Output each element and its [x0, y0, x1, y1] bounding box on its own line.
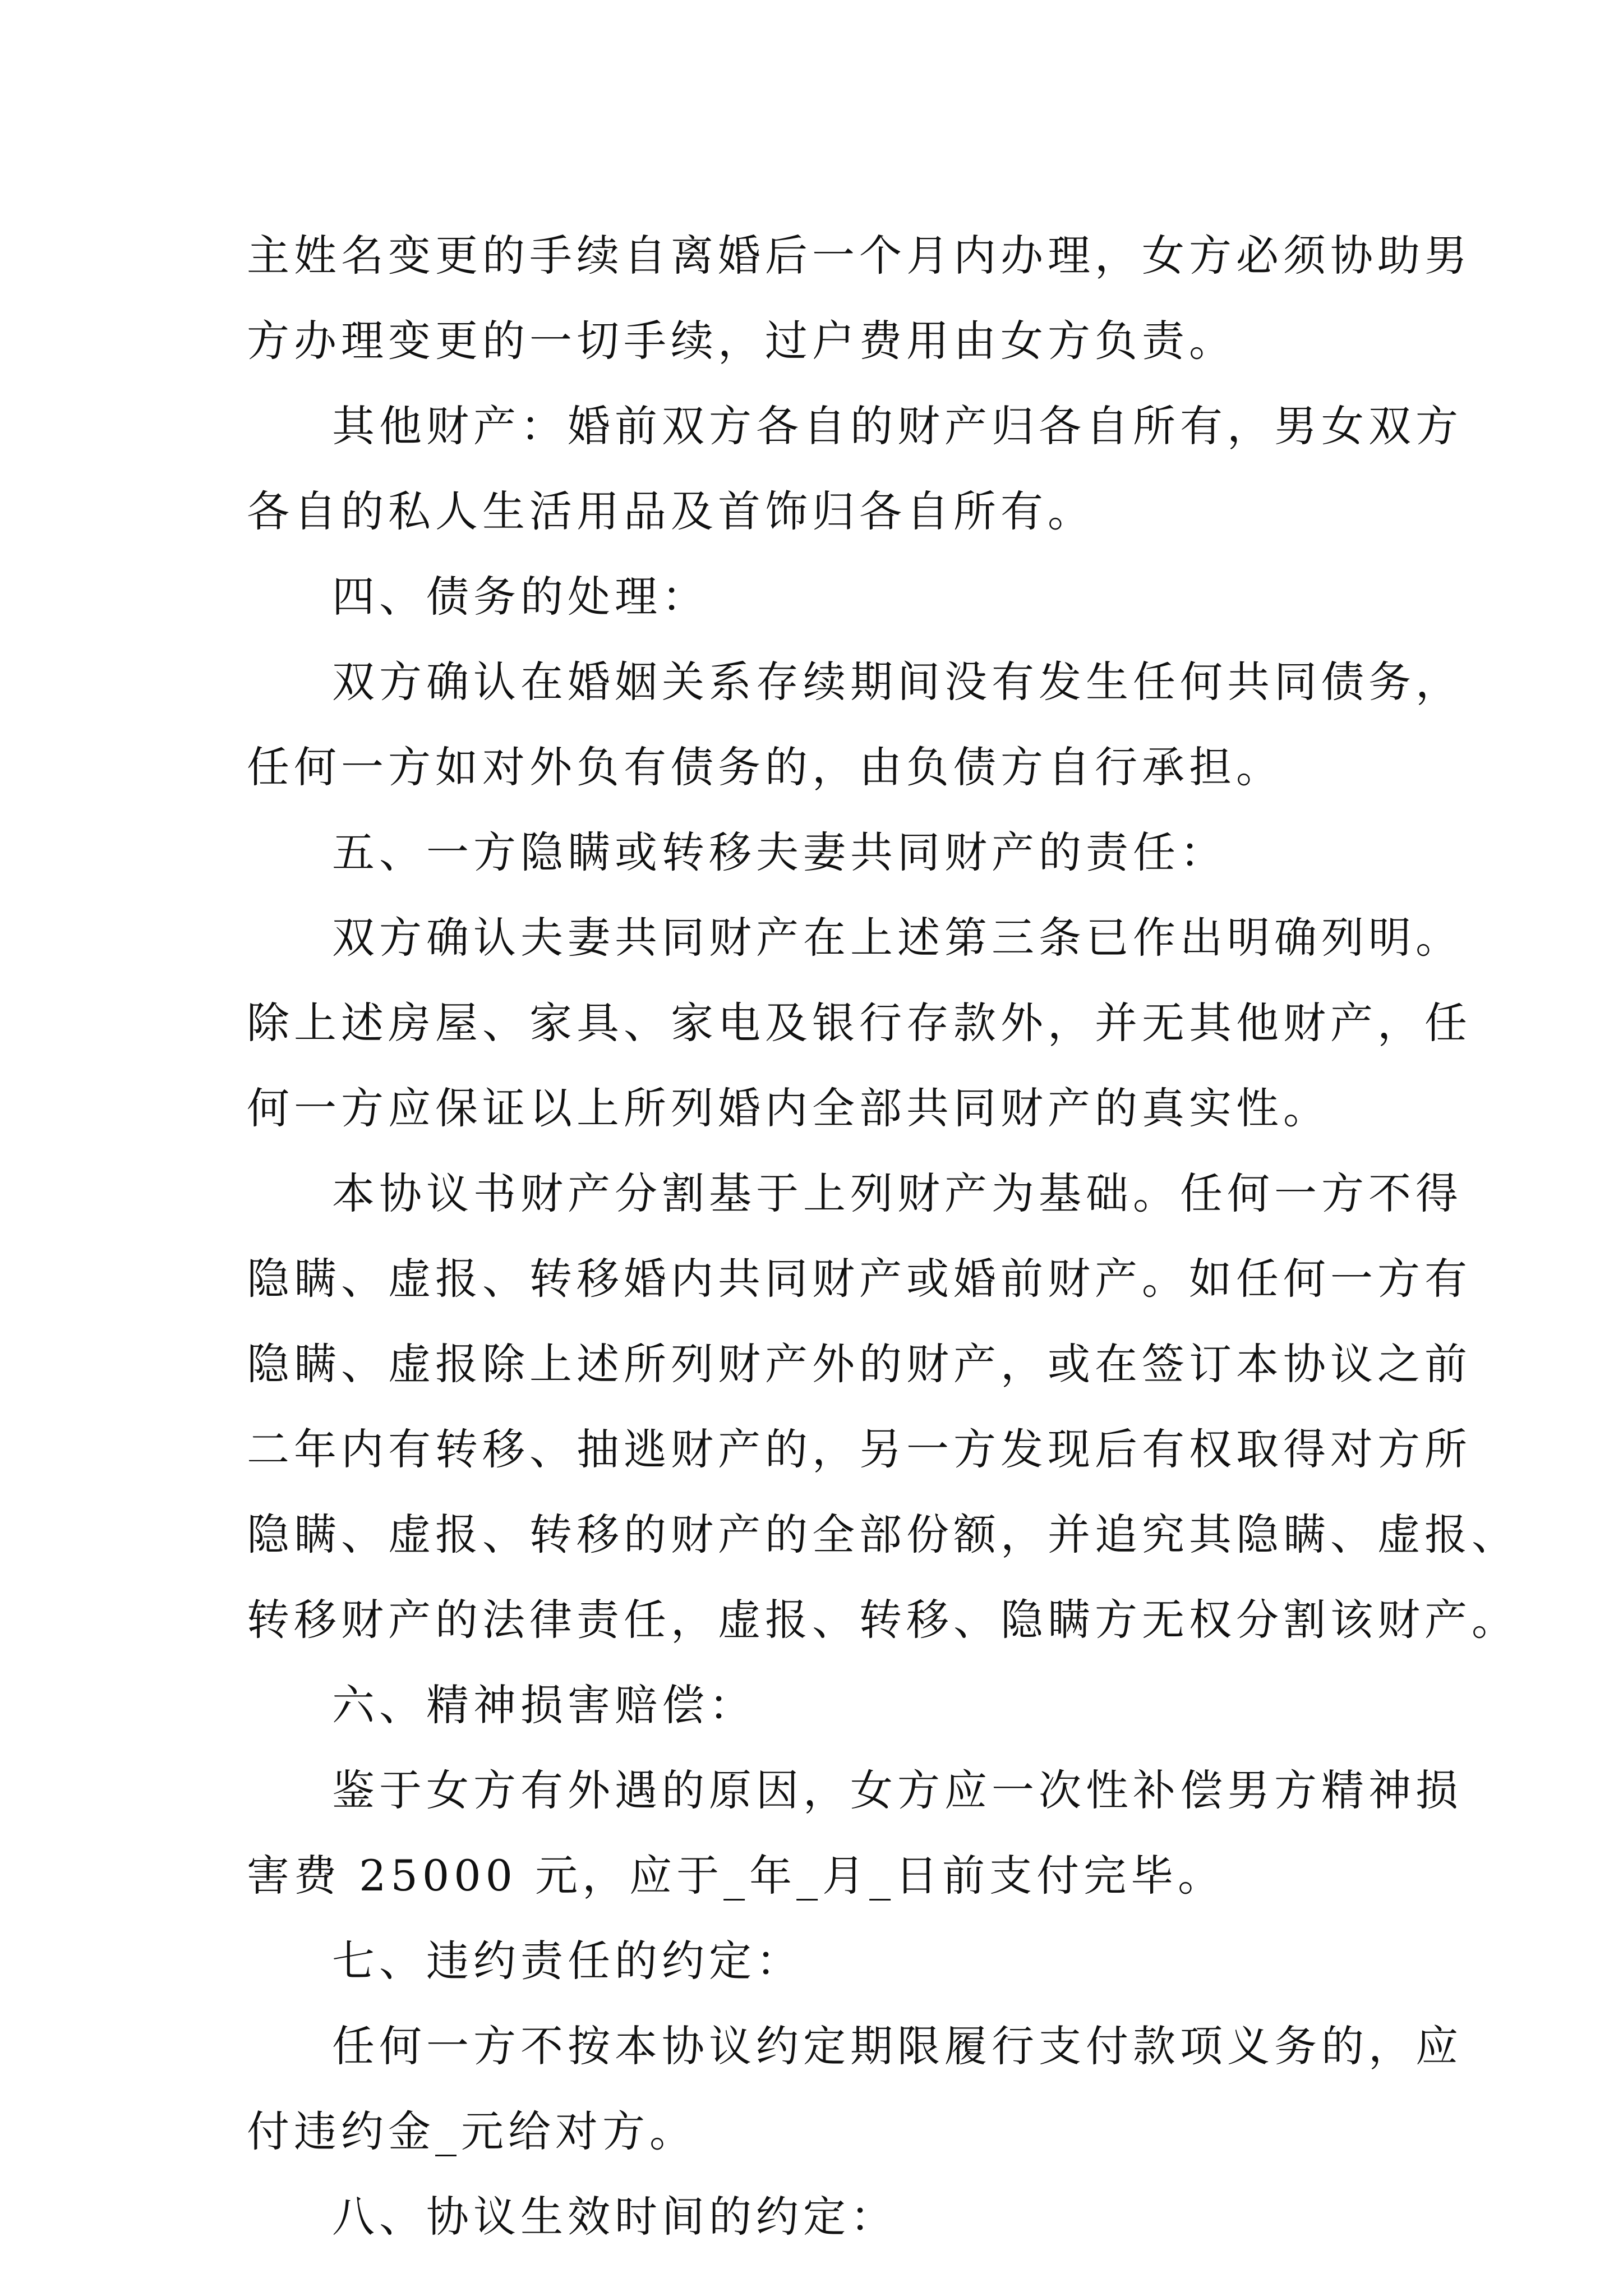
section-heading: 五、一方隐瞒或转移夫妻共同财产的责任：	[332, 827, 1227, 877]
text-line: 隐瞒、虚报、转移婚内共同财产或婚前财产。如任何一方有	[247, 1254, 1472, 1304]
section-heading: 四、债务的处理：	[332, 572, 709, 622]
text-line: 本协议书财产分割基于上列财产为基础。任何一方不得	[332, 1168, 1463, 1218]
text-line: 转移财产的法律责任，虚报、转移、隐瞒方无权分割该财产。	[247, 1595, 1519, 1645]
text-line: 付违约金_元给对方。	[247, 2106, 697, 2156]
text-line: 其他财产：婚前双方各自的财产归各自所有，男女双方	[332, 401, 1463, 451]
text-line: 何一方应保证以上所列婚内全部共同财产的真实性。	[247, 1083, 1330, 1133]
text-line: 隐瞒、虚报除上述所列财产外的财产，或在签订本协议之前	[247, 1339, 1472, 1389]
section-heading: 七、违约责任的约定：	[332, 1936, 803, 1986]
text-line: 任何一方不按本协议约定期限履行支付款项义务的，应	[332, 2021, 1463, 2071]
text-line: 各自的私人生活用品及首饰归各自所有。	[247, 486, 1095, 536]
text-line: 鉴于女方有外遇的原因，女方应一次性补偿男方精神损	[332, 1765, 1463, 1815]
text-line: 二年内有转移、抽逃财产的，另一方发现后有权取得对方所	[247, 1424, 1472, 1474]
text-line: 任何一方如对外负有债务的，由负债方自行承担。	[247, 742, 1283, 792]
text-line: 害费 25000 元，应于_年_月_日前支付完毕。	[247, 1851, 1225, 1901]
document-body	[247, 213, 1519, 2260]
text-line: 隐瞒、虚报、转移的财产的全部份额，并追究其隐瞒、虚报、	[247, 1510, 1519, 1559]
text-line: 双方确认在婚姻关系存续期间没有发生任何共同债务，	[332, 657, 1463, 707]
text-line: 主姓名变更的手续自离婚后一个月内办理，女方必须协助男	[247, 231, 1472, 280]
section-heading: 八、协议生效时间的约定：	[332, 2192, 897, 2242]
text-line: 除上述房屋、家具、家电及银行存款外，并无其他财产，任	[247, 998, 1472, 1048]
section-heading: 六、精神损害赔偿：	[332, 1680, 756, 1730]
text-line: 双方确认夫妻共同财产在上述第三条已作出明确列明。	[332, 913, 1463, 963]
text-line: 方办理变更的一切手续，过户费用由女方负责。	[247, 316, 1236, 366]
